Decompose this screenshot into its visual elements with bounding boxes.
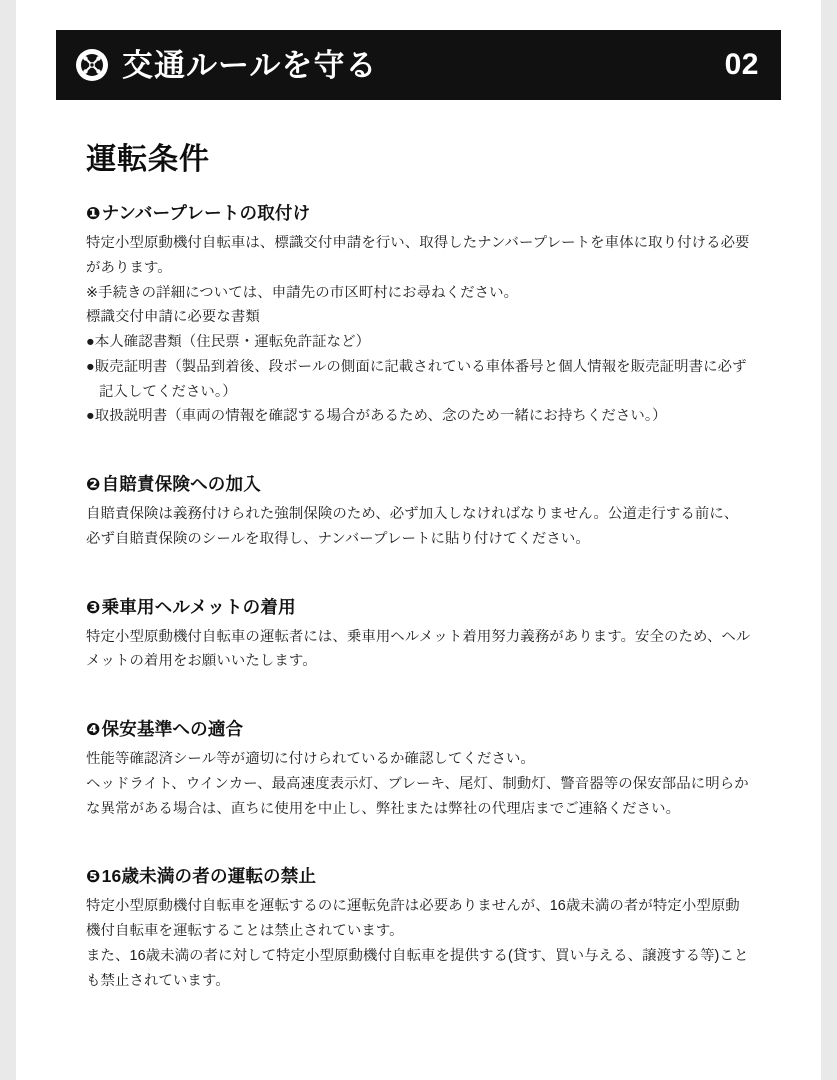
item-heading-1 xyxy=(86,200,751,225)
item-1-para-1: 特定小型原動機付自転車は、標識交付申請を行い、取得したナンバープレートを車体に取り付ける必要があります。 xyxy=(86,235,750,276)
section-title: 交通ルールを守る xyxy=(122,47,378,83)
item-heading-text-4: 保安基準への適合 xyxy=(101,719,244,740)
page-inner xyxy=(16,0,821,994)
item-heading-text-3: 乗車用ヘルメットの着用 xyxy=(101,596,296,617)
item-heading-4 xyxy=(86,716,751,741)
item-heading-5 xyxy=(86,863,751,888)
section-number: 02 xyxy=(724,48,759,81)
spacer xyxy=(86,578,751,594)
item-3-para-1: 特定小型原動機付自転車の運転者には、乗車用ヘルメット着用努力義務があります。安全のため、ヘルメットの着用をお願いいたします。 xyxy=(86,628,751,670)
item-heading-text-1: ナンバープレートの取付け xyxy=(101,203,311,223)
item-number-4: ❹ xyxy=(86,720,101,740)
document-page xyxy=(16,0,821,1080)
document-content xyxy=(56,100,781,994)
item-5-para-1: 特定小型原動機付自転車を運転するのに運転免許は必要ありませんが、16歳未満の者が特定小型原動機付自転車を運転することは禁止されています。 xyxy=(86,898,740,940)
item-4-para-2: ヘッドライト、ウインカー、最高速度表示灯、ブレーキ、尾灯、制動灯、警音器等の保安部品に明らかな異常がある場合は、直ちに使用を中止し、弊社または弊社の代理店までご連絡ください。 xyxy=(86,775,749,817)
page-title: 運転条件 xyxy=(86,143,210,176)
condition-item-5 xyxy=(86,863,751,993)
item-heading-text-2: 自賠責保険への加入 xyxy=(101,474,261,495)
item-1-para-2: ※手続きの詳細については、申請先の市区町村にお尋ねください。 xyxy=(86,284,519,301)
item-1-para-3: 標識交付申請に必要な書類 xyxy=(86,309,260,326)
item-5-para-2: また、16歳未満の者に対して特定小型原動機付自転車を提供する(貸す、買い与える、譲渡する等)ことも禁止されています。 xyxy=(86,948,749,989)
item-1-para-6: ●取扱説明書（車両の情報を確認する場合があるため、念のため一緒にお持ちください。） xyxy=(86,408,667,425)
spacer xyxy=(86,455,751,471)
spacer xyxy=(86,700,751,716)
item-4-para-1: 性能等確認済シール等が適切に付けられているか確認してください。 xyxy=(86,751,535,768)
item-heading-2 xyxy=(86,471,751,496)
condition-item-1 xyxy=(86,200,751,429)
spacer xyxy=(86,847,751,863)
tools-circle-icon xyxy=(76,49,108,81)
condition-item-2 xyxy=(86,471,751,552)
item-heading-3 xyxy=(86,594,751,619)
item-number-1: ❶ xyxy=(86,204,101,223)
item-number-2: ❷ xyxy=(86,475,101,495)
item-number-5: ❺ xyxy=(86,867,101,887)
item-heading-text-5: 16歳未満の者の運転の禁止 xyxy=(101,866,317,887)
condition-item-3 xyxy=(86,594,751,675)
item-number-3: ❸ xyxy=(86,597,101,617)
item-1-para-4: ●本人確認書類（住民票・運転免許証など） xyxy=(86,334,371,351)
item-1-para-5: ●販売証明書（製品到着後、段ボールの側面に記載されている車体番号と個人情報を販売証明書に必ず記入してください。） xyxy=(86,358,747,400)
condition-item-4 xyxy=(86,716,751,821)
item-2-para-1: 自賠責保険は義務付けられた強制保険のため、必ず加入しなければなりません。公道走行する前に、必ず自賠責保険のシールを取得し、ナンバープレートに貼り付けてください。 xyxy=(86,506,739,547)
section-header-bar xyxy=(56,30,781,100)
